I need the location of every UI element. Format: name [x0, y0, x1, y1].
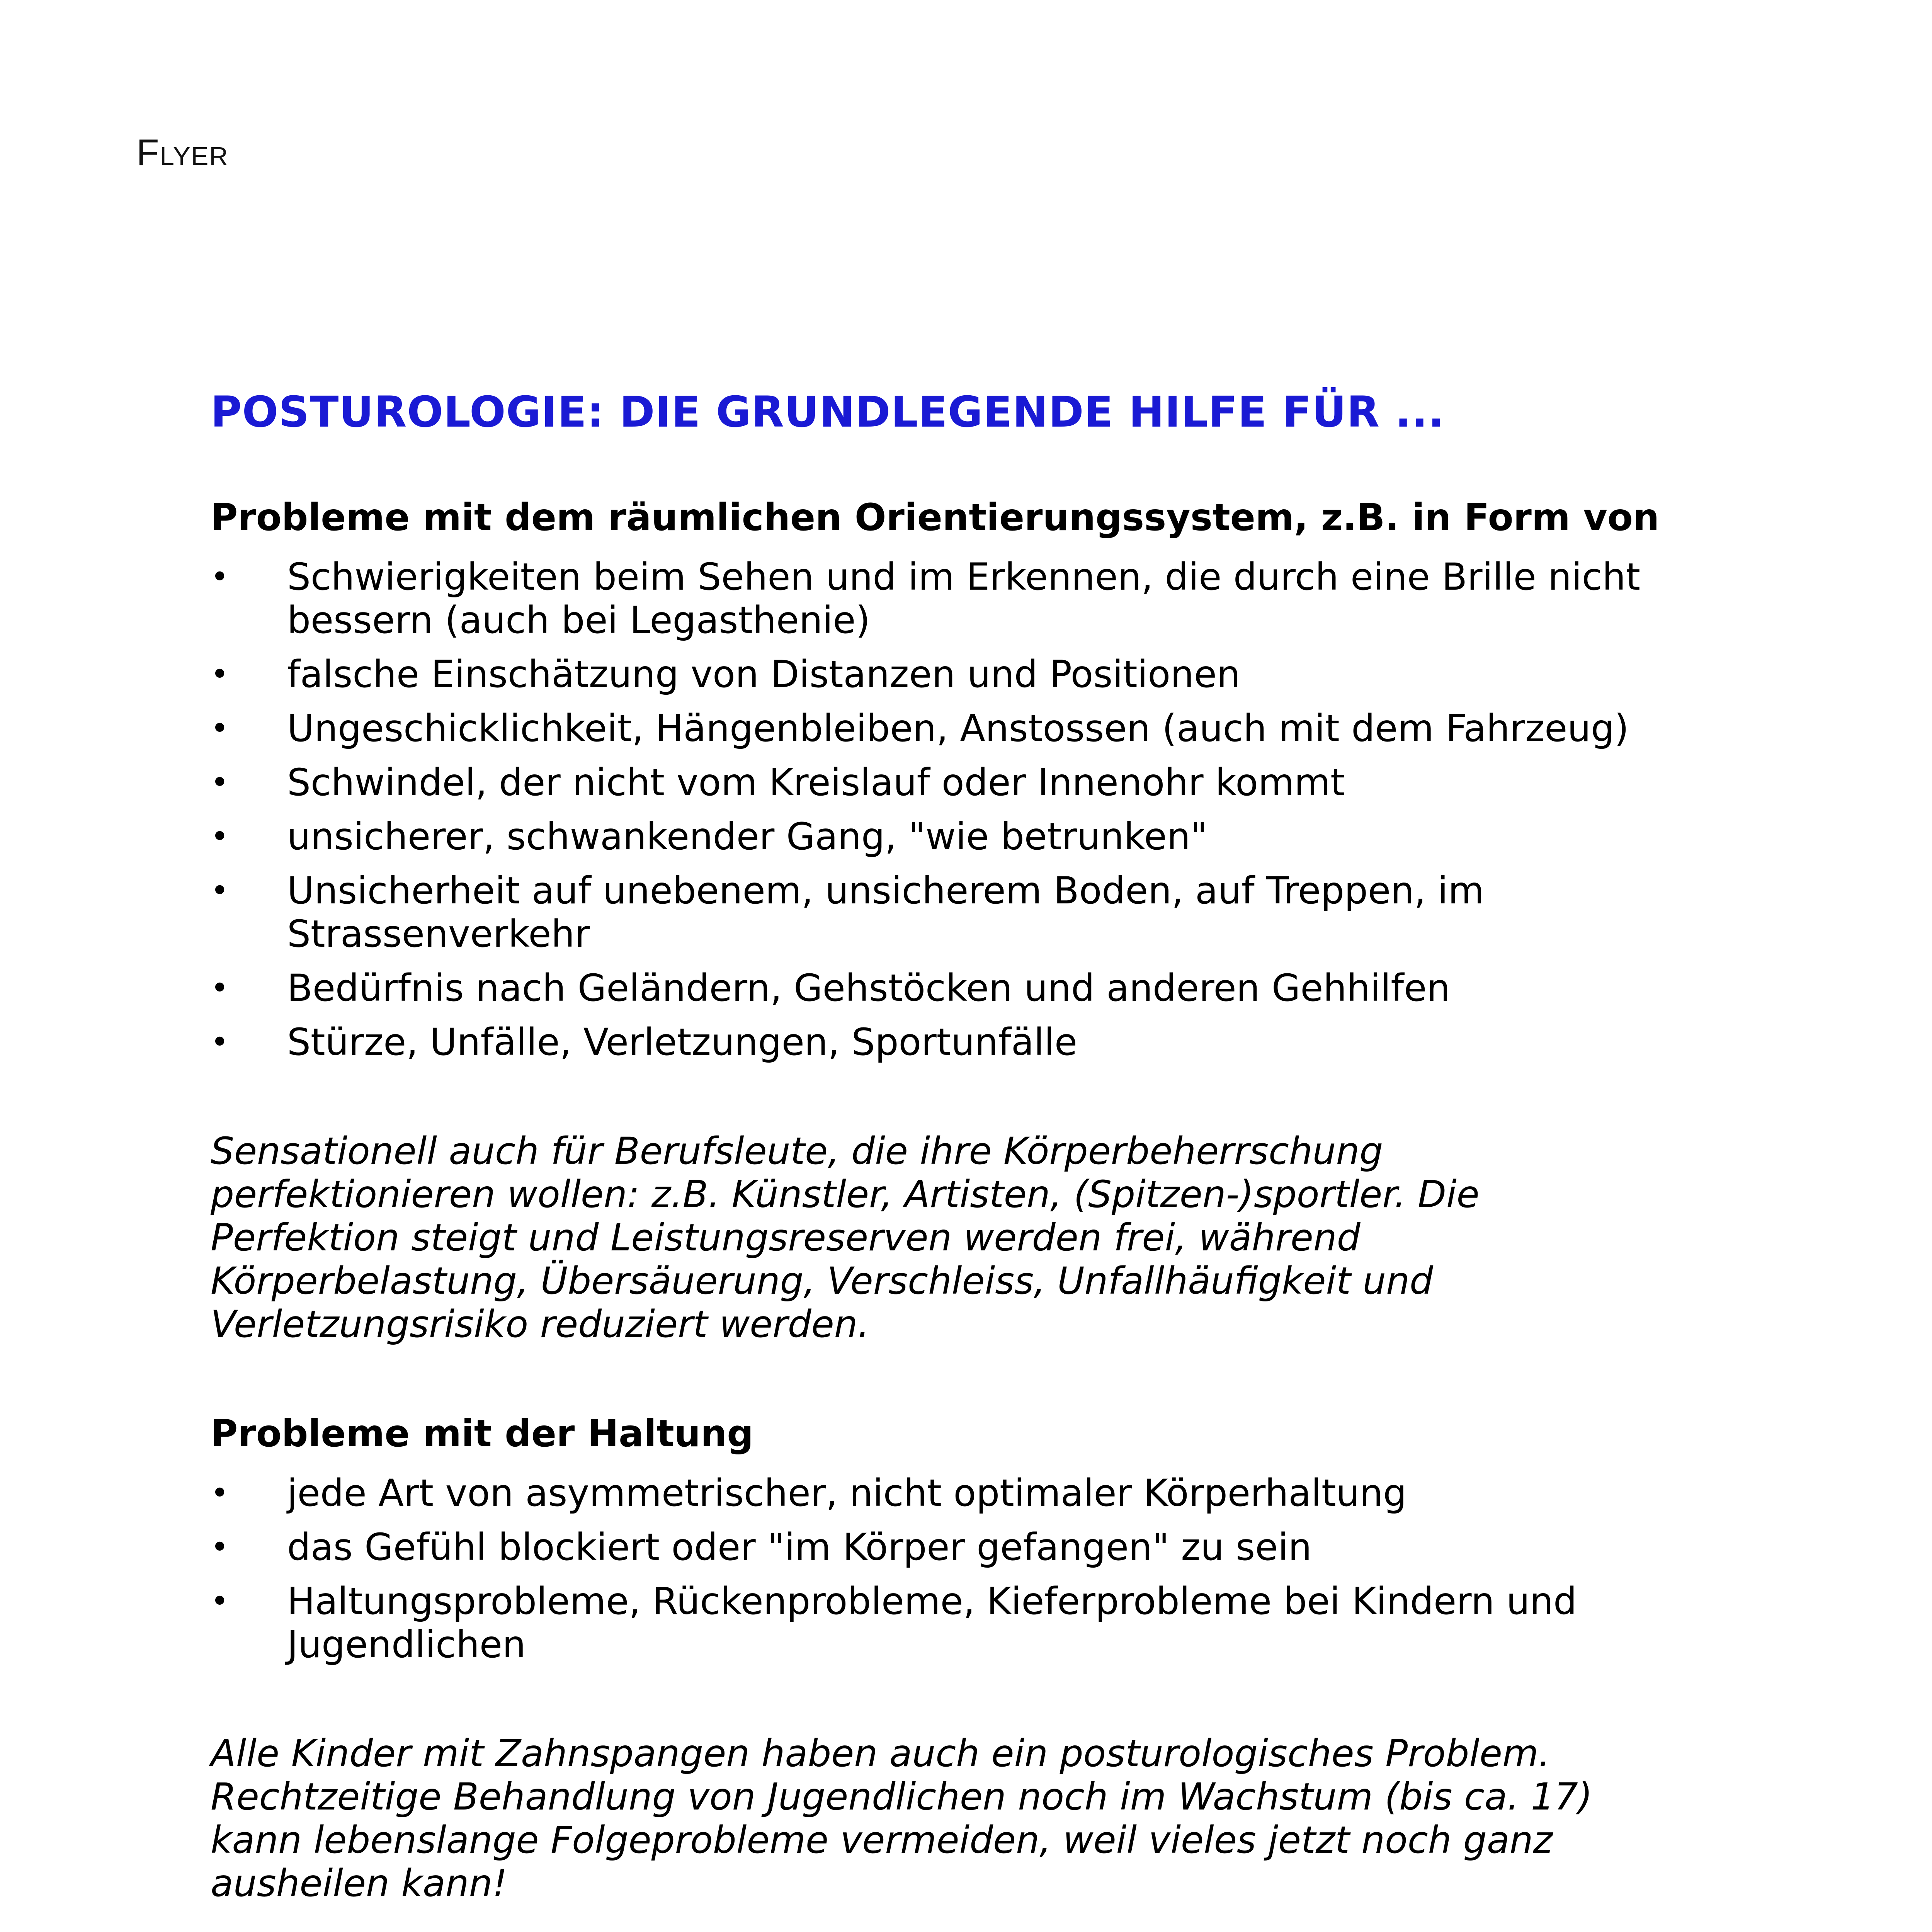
list-item: • Schwierigkeiten beim Sehen und im Erkennen, die durch eine Brille nicht bessern (auch bei Legasthenie) — [211, 555, 1640, 642]
page-content — [211, 386, 1679, 1932]
bullet-icon: • — [211, 970, 229, 1006]
list-item: • das Gefühl blockiert oder "im Körper gefangen" zu sein — [211, 1526, 1312, 1569]
section-heading: Probleme mit dem räumlichen Orientierungssystem, z.B. in Form von — [211, 496, 1660, 539]
list-item: • Stürze, Unfälle, Verletzungen, Sportunfälle — [211, 1020, 1078, 1064]
list-item: • Ungeschicklichkeit, Hängenbleiben, Anstossen (auch mit dem Fahrzeug) — [211, 707, 1629, 750]
bullet-icon: • — [211, 1475, 229, 1511]
bullet-icon: • — [211, 656, 229, 692]
list-item: • jede Art von asymmetrischer, nicht optimaler Körperhaltung — [211, 1471, 1407, 1515]
list-item: • Bedürfnis nach Geländern, Gehstöcken und anderen Gehhilfen — [211, 966, 1451, 1010]
bullet-icon: • — [211, 1583, 229, 1619]
bullet-icon: • — [211, 710, 229, 747]
bullet-icon: • — [211, 818, 229, 855]
section-note: Alle Kinder mit Zahnspangen haben auch ein posturologisches Problem. Rechtzeitige Behandlung von Jugendlichen noch im Wachstum (bis ca. 17) kann lebenslange Folgeprobleme vermeiden, weil vieles jetzt noch ganz ausheilen kann! — [211, 1732, 1593, 1905]
bullet-icon: • — [211, 1024, 229, 1060]
list-item: • falsche Einschätzung von Distanzen und Positionen — [211, 653, 1240, 696]
bullet-icon: • — [211, 559, 229, 595]
bullet-list — [211, 555, 1679, 1064]
list-item: • Unsicherheit auf unebenem, unsicherem Boden, auf Treppen, im Strassenverkehr — [211, 869, 1485, 956]
list-item: • Haltungsprobleme, Rückenprobleme, Kieferprobleme bei Kindern und Jugendlichen — [211, 1580, 1577, 1667]
bullet-icon: • — [211, 764, 229, 801]
bullet-icon: • — [211, 872, 229, 909]
list-item: • unsicherer, schwankender Gang, "wie betrunken" — [211, 815, 1208, 859]
running-header: Flyer — [136, 132, 229, 173]
section-note: Sensationell auch für Berufsleute, die ihre Körperbeherrschung perfektionieren wollen: z.B. Künstler, Artisten, (Spitzen-)sportler. Die Perfektion steigt und Leistungsreserven werden frei, während Körperbelastung, Übersäuerung, Verschleiss, Unfallhäufigkeit und Verletzungsrisiko reduziert werden. — [211, 1129, 1480, 1346]
section-orientation — [211, 495, 1679, 1346]
section-posture — [211, 1412, 1679, 1905]
section-heading: Probleme mit der Haltung — [211, 1412, 754, 1456]
list-item: • Schwindel, der nicht vom Kreislauf oder Innenohr kommt — [211, 761, 1345, 804]
page-title: POSTUROLOGIE: DIE GRUNDLEGENDE HILFE FÜR ... — [211, 387, 1445, 437]
bullet-list — [211, 1471, 1679, 1666]
bullet-icon: • — [211, 1529, 229, 1565]
